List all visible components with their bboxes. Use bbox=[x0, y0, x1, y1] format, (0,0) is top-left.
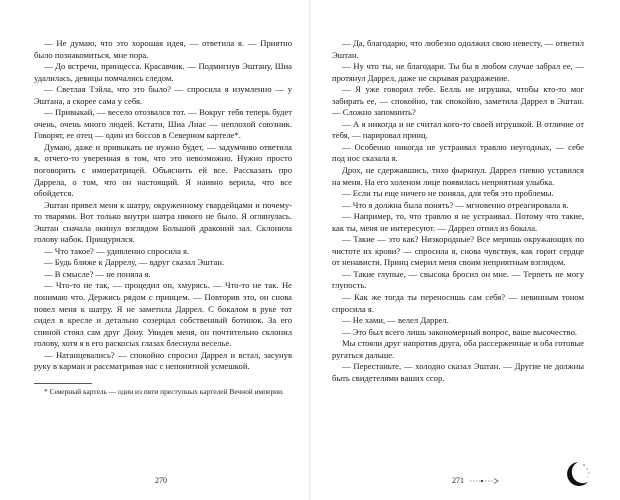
footnote-divider bbox=[34, 383, 92, 384]
paragraph: Эштан привел меня к шатру, окруженному гвардейцами и почему-то тварями. Вот только внутри шатра никого не было. Я оглянулась. Эштан сначала окинул взглядом Большой драконий зал. Склонила голову набок. Прищурился. bbox=[34, 199, 292, 245]
page-number-left: 270 bbox=[155, 476, 167, 485]
paragraph: — Например, то, что травлю я не устраивал. Потому что такие, как ты, меня не интересуют. — Даррел отпил из бокала. bbox=[332, 211, 584, 233]
paragraph: — Как же тогда ты переносишь сам себя? — невинным тоном спросила я. bbox=[332, 292, 584, 314]
paragraph: — Ну что ты, не благодари. Ты бы в любом случае забрал ее, — протянул Даррел, даже не скрывая раздражение. bbox=[332, 61, 584, 83]
paragraph: — Натанцевались? — спокойно спросил Даррел и встал, засунув руку в карман и рассматривая нас с непонятной усмешкой. bbox=[34, 349, 292, 372]
right-page-text bbox=[332, 38, 584, 384]
paragraph: — Не думаю, что это хорошая идея, — ответила я. — Приятно было познакомиться, мне пора. bbox=[34, 38, 292, 60]
paragraph: — Такие глупые, — свысока бросил он мне. — Терпеть не могу глупость. bbox=[332, 268, 584, 291]
right-page bbox=[310, 0, 620, 500]
paragraph: — До встречи, принцесса. Красавчик. — Подмигнув Эштану, Шиа удалилась, девицы помчались следом. bbox=[34, 61, 292, 83]
paragraph: — Привыкай, — весело отозвался тот. — Вокруг тебя теперь будет очень, очень много людей. Кстати, Шиа Лнас — неплохой союзник. Говорят, ее отец — один из боссов в Северном картеле*. bbox=[34, 107, 292, 141]
footnote bbox=[34, 387, 292, 396]
paragraph: — Будь ближе к Даррелу, — вдруг сказал Эштан. bbox=[44, 257, 225, 268]
paragraph: — Особенно никогда не устраивал травлю неугодных, — себе под нос сказала я. bbox=[332, 141, 584, 164]
paragraph: — Что такое? — удивленно спросила я. bbox=[44, 245, 190, 256]
paragraph: — Это был всего лишь закономерный вопрос, ваше высочество. bbox=[342, 326, 578, 337]
paragraph: — А я никогда и не считал кого-то своей игрушкой. В отличие от тебя, — парировал принц. bbox=[332, 118, 584, 141]
paragraph: Мы стояли друг напротив друга, оба рассерженные и оба готовые ругаться дальше. bbox=[332, 338, 584, 360]
paragraph: — Что-то не так, — процедил он, хмурясь. — Что-то не так. Не понимаю что. Держись рядом с принцем. — Повторив это, он снова повел меня к шатру. Я не заметила Даррел. С бокалом в руке тот сидел в кресле и детально созерцал собственный ботинок. За его спиной стоял сам друг Дону. Увидев меня, он почтительно склонил голову, хотя я в его раскосых глазах блеснула веселье. bbox=[34, 280, 292, 349]
left-page-text bbox=[34, 38, 292, 373]
footnote-text: * Северный картель — один из пяти преступных картелей Вечной империи. bbox=[44, 386, 284, 396]
paragraph: — В смысле? — не поняла я. bbox=[44, 268, 151, 279]
paragraph: — Я уже говорил тебе. Белль не игрушка, чтобы кто-то мог забирать ее, — спокойно, так спокойно, заметила Даррел в Эштан. — Сложно запомнить? bbox=[332, 84, 584, 118]
dotted-line-ornament-icon bbox=[470, 476, 500, 486]
paragraph: — Что я должна была понять? — мгновенно отреагировала я. bbox=[342, 199, 569, 210]
paragraph: — Да, благодарю, что любезно одолжил свою невесту, — ответил Эштан. bbox=[332, 38, 584, 60]
paragraph: — Если ты еще ничего не поняла, для тебя это проблемы. bbox=[342, 188, 554, 199]
paragraph: — Не хами, — велел Даррел. bbox=[342, 315, 449, 326]
crescent-moon-icon bbox=[560, 460, 592, 488]
paragraph: Дрох, не сдержавшись, тихо фыркнул. Даррел гневно уставился на меня. На его холеном лице появилась неприятная улыбка. bbox=[332, 165, 584, 187]
paragraph: Думаю, даже и привыкать не нужно будет, — задумчиво ответила я, отчего-то уверенная в том, что это невозможно. Нужно просто поговорить с императрицей. Объяснить ей все. Рассказать про Даррела, о том, что он настоящий. Я наивно верила, что все обойдется. bbox=[34, 141, 292, 199]
page-number-right: 271 bbox=[452, 476, 464, 485]
paragraph: — Светлая Тэйла, что это было? — спросила я изумленно — у Эштана, а скорее сама у себя. bbox=[34, 84, 292, 106]
paragraph: — Перестаньте, — холодно сказал Эштан. — Другие не должны быть свидетелями ваших ссор. bbox=[332, 361, 584, 383]
paragraph: — Такие — это как? Низкородные? Все меришь окружающих по чистоте их крови? — спросила я, снова чувствуя, как горит сердце от ненависти. Принц смерил меня своим неприятным взглядом. bbox=[332, 234, 584, 268]
